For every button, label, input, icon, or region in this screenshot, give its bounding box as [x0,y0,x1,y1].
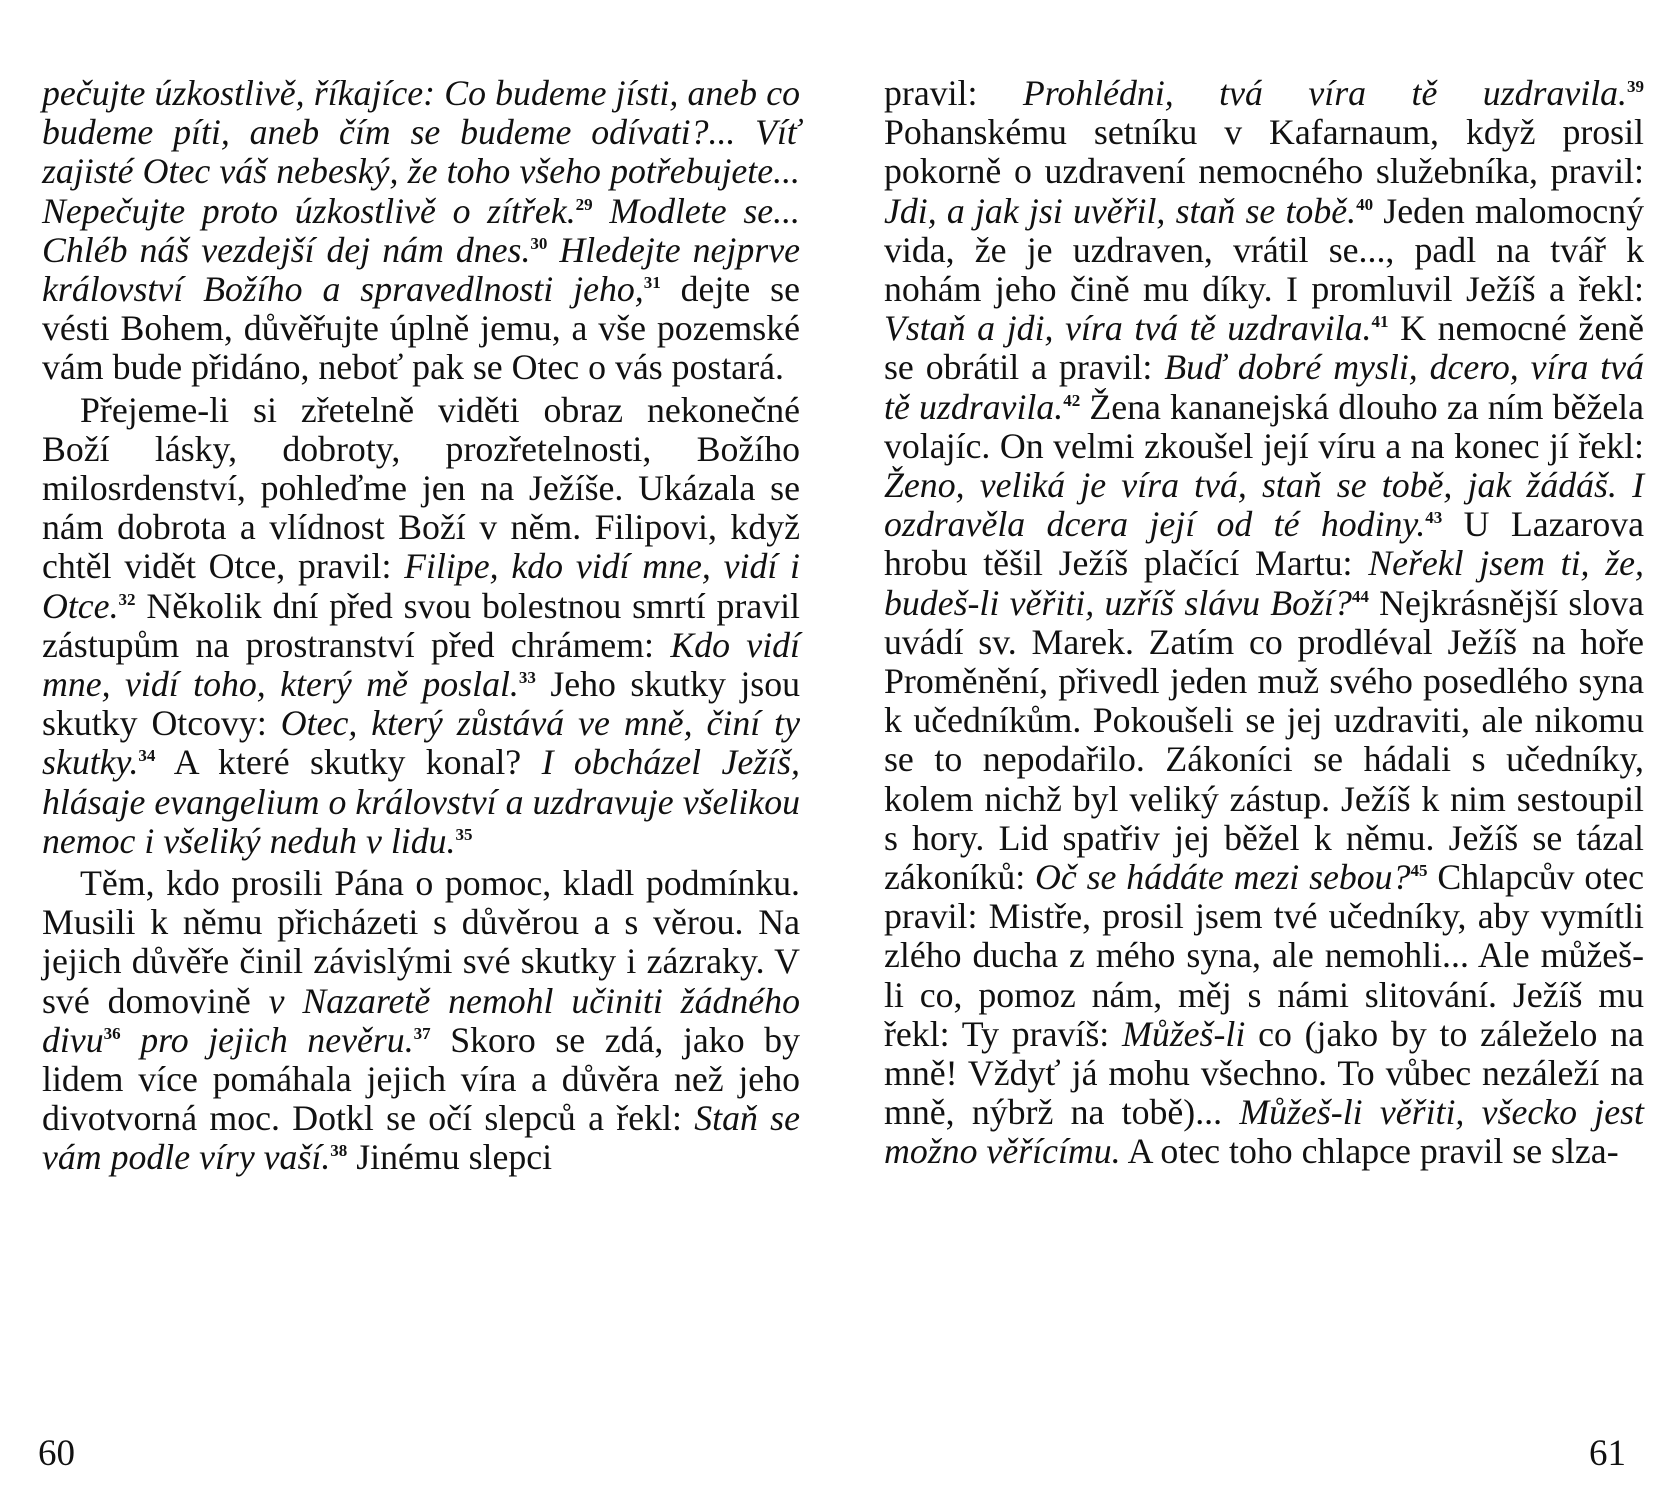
body-text: A které skutky konal? [155,742,542,783]
paragraph [884,74,1644,1172]
body-text: Pohanskému setníku v Kafarnaum, když prosil pokorně o uzdravení nemocného služebníka, pravil: [884,112,1644,192]
footnote-ref: 40 [1356,194,1374,214]
italic-text: v Nazaretě nemohl učiniti žádného divu [42,980,800,1060]
italic-text: Hledejte nejprve království Božího a spravedlnosti jeho, [42,229,800,310]
footnote-ref: 33 [518,668,536,688]
italic-text: Neřekl jsem ti, že, budeš-li věřiti, uzříš slávu Boží? [884,543,1644,623]
footnote-ref: 39 [1627,77,1644,97]
body-text: pravil: [884,73,1023,113]
italic-text: Oč se hádáte mezi sebou? [1035,857,1411,898]
footnote-ref: 42 [1063,390,1081,410]
footnote-ref: 41 [1371,312,1389,332]
body-text: Několik dní před svou bolestnou smrtí pravil zástupům na prostranství před chrámem: [42,585,800,665]
italic-text: Prohlédni, tvá víra tě uzdravila. [1022,73,1627,113]
page-number-left: 60 [38,1433,75,1474]
italic-text: Kdo vidí mne, vidí toho, který mě poslal. [42,624,800,705]
body-text: Skoro se zdá, jako by lidem více pomáhala jejich víra a důvěra než jeho divotvorná moc. Dotkl se očí slepců a řekl: [42,1019,800,1139]
footnote-ref: 30 [530,233,548,253]
italic-text: Otec, který zůstává ve mně, činí ty skutky. [42,703,800,783]
italic-text: I obcházel Ježíš, hlásaje evangelium o království a uzdravuje všelikou nemoc i všeliký neduh v lidu. [42,742,800,861]
footnote-ref: 37 [413,1023,431,1043]
footnote-ref: 38 [330,1141,348,1161]
paragraph [42,391,800,861]
footnote-ref: 35 [455,824,473,844]
footnote-ref: 34 [138,746,156,766]
body-text: co (jako by to záleželo na mně! Vždyť já mohu všechno. To vůbec nezáleží na mně, nýbrž na tobě)... [884,1013,1644,1133]
page-number-right: 61 [1589,1433,1626,1474]
footnote-ref: 31 [643,273,661,293]
body-text: Jeden malomocný vida, že je uzdraven, vrátil se..., padl na tvář k nohám jeho čině mu díky. I promluvil Ježíš a řekl: [884,190,1644,310]
italic-text: pečujte úzkostlivě, říkajíce: Co budeme jísti, aneb co budeme píti, aneb čím se budeme odívati?... Víť zajisté Otec váš nebeský, že toho všeho potřebujete... Nepečujte proto úzkostlivě o zítřek. [42,73,800,231]
body-text: K nemocné ženě se obrátil a pravil: [884,308,1644,388]
right-page [836,0,1672,1501]
body-text: A otec toho chlapce pravil se slza- [1120,1131,1619,1172]
left-text-column [42,74,800,1178]
paragraph [42,864,800,1178]
body-text: U Lazarova hrobu těšil Ježíš plačící Martu: [884,504,1645,584]
italic-text: Můžeš-li věřiti, všecko jest možno věřícímu. [884,1092,1644,1172]
italic-text: Buď dobré mysli, dcero, víra tvá tě uzdravila. [884,347,1645,427]
paragraph [42,74,800,388]
italic-text: Ženo, veliká je víra tvá, staň se tobě, jak žádáš. I ozdravěla dcera její od té hodiny. [884,465,1644,545]
body-text: Přejeme-li si zřetelně viděti obraz nekonečné Boží lásky, dobroty, prozřetelnosti, Božího milosrdenství, pohleďme jen na Ježíše. Ukázala se nám dobrota a vlídnost Boží v něm. Filipovi, když chtěl vidět Otce, pravil: [42,389,800,587]
italic-text: Můžeš-li [1122,1013,1246,1054]
italic-text: pro jejich nevěru. [120,1019,414,1060]
italic-text: Modlete se... Chléb náš vezdejší dej nám dnes. [42,190,800,270]
footnote-ref: 43 [1425,508,1443,528]
body-text: Jinému slepci [347,1137,553,1178]
footnote-ref: 29 [575,194,593,214]
body-text: Chlapcův otec pravil: Mistře, prosil jsem tvé učedníky, aby vymítli zlého ducha z mého syna, ale nemohli... Ale můžeš-li co, pomoz nám, měj s námi slitování. Ježíš mu řekl: Ty pravíš: [884,857,1645,1054]
italic-text: Filipe, kdo vidí mne, vidí i Otce. [42,546,801,626]
footnote-ref: 44 [1351,586,1369,606]
body-text: Nejkrásnější slova uvádí sv. Marek. Zatím co prodléval Ježíš na hoře Proměnění, přivedl jeden muž svého posedlého syna k učedníkům. Pokoušeli se jej uzdraviti, ale nikomu se to nepodařilo. Zákoníci se hádali s učedníky, kolem nichž byl veliký zástup. Ježíš k nim sestoupil s hory. Lid spatřiv jej běžel k němu. Ježíš se tázal zákoníků: [884,582,1644,898]
right-text-column [884,74,1644,1172]
footnote-ref: 32 [118,589,136,609]
body-text: Jeho skutky jsou skutky Otcovy: [42,664,800,744]
body-text: dejte se vésti Bohem, důvěřujte úplně jemu, a vše pozemské vám bude přidáno, neboť pak se Otec o vás postará. [42,269,800,388]
italic-text: Jdi, a jak jsi uvěřil, staň se tobě. [884,190,1357,231]
italic-text: Staň se vám podle víry vaší. [42,1098,800,1178]
italic-text: Vstaň a jdi, víra tvá tě uzdravila. [884,308,1372,349]
footnote-ref: 36 [103,1023,121,1043]
footnote-ref: 45 [1410,861,1428,881]
body-text: Žena kananejská dlouho za ním běžela volajíc. On velmi zkoušel její víru a na konec jí řekl: [884,386,1645,466]
body-text: Těm, kdo prosili Pána o pomoc, kladl podmínku. Musili k němu přicházeti s důvěrou a s věrou. Na jejich důvěře činil závislými své skutky i zázraky. V své domovině [42,863,800,1021]
